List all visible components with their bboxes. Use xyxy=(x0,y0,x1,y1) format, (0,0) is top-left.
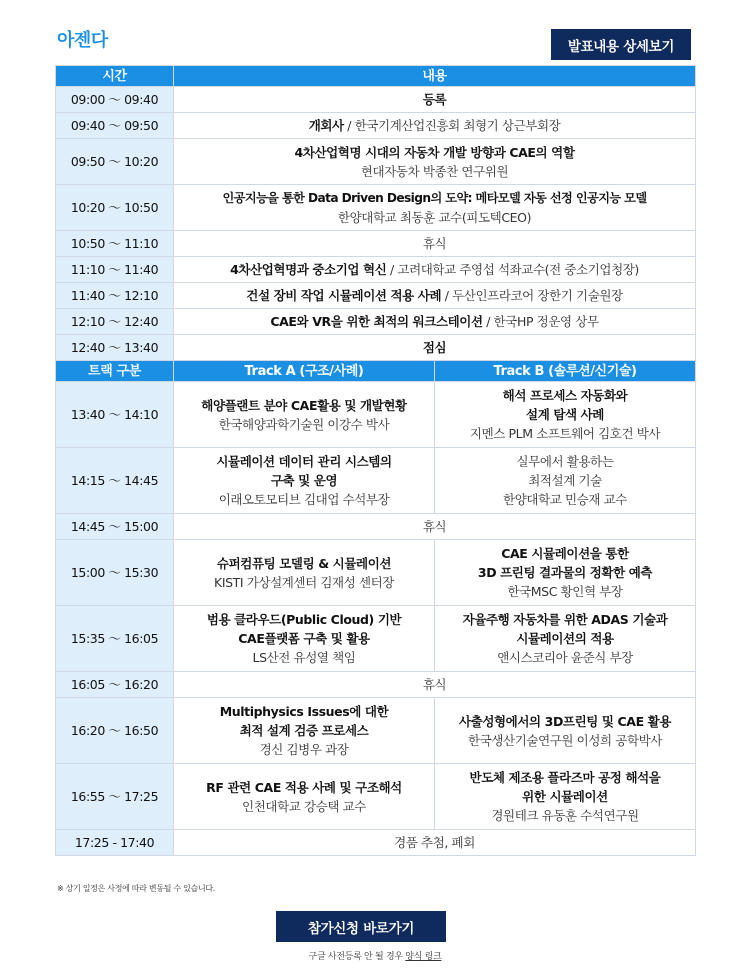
track-row xyxy=(56,540,696,606)
track-a-header: Track A (구조/사례) xyxy=(174,361,435,382)
session-time: 12:40 ～ 13:40 xyxy=(56,335,174,361)
session-speaker: 한국HP 정운영 상무 xyxy=(493,314,599,329)
session-time: 11:10 ～ 11:40 xyxy=(56,257,174,283)
session-speaker: 두산인프라코어 장한기 기술원장 xyxy=(452,288,623,303)
track-b-speaker: 한국MSC 황인혁 부장 xyxy=(507,584,623,599)
track-b-title-line2: 시뮬레이션의 적용 xyxy=(516,631,614,646)
track-time: 16:55 ～ 17:25 xyxy=(56,764,174,830)
session-title: CAE와 VR을 위한 최적의 워크스테이션 xyxy=(270,314,483,329)
track-row xyxy=(56,382,696,448)
session-time: 10:20 ～ 10:50 xyxy=(56,185,174,231)
track-b-title-line1: 반도체 제조용 플라즈마 공정 해석을 xyxy=(469,770,661,785)
track-time: 14:15 ～ 14:45 xyxy=(56,448,174,514)
session-time: 12:10 ～ 12:40 xyxy=(56,309,174,335)
track-a-speaker: 경신 김병우 과장 xyxy=(259,742,349,757)
track-a-speaker: KISTI 가상설계센터 김재성 센터장 xyxy=(214,574,394,590)
break-label: 휴식 xyxy=(174,514,696,540)
track-b-title-line2: 3D 프린팅 결과물의 정확한 예측 xyxy=(477,565,653,580)
session-row xyxy=(56,185,696,231)
session-title: 개회사 xyxy=(308,118,344,133)
session-speaker: 한국기계산업진흥회 최형기 상근부회장 xyxy=(354,118,561,133)
track-b-title-line2: 위한 시뮬레이션 xyxy=(522,789,608,804)
session-content xyxy=(174,231,696,257)
session-speaker: 한양대학교 최동훈 교수(피도텍CEO) xyxy=(337,209,532,225)
session-row xyxy=(56,113,696,139)
separator: / xyxy=(482,314,494,329)
track-row xyxy=(56,698,696,764)
track-b-speaker: 지멘스 PLM 소프트웨어 김호건 박사 xyxy=(469,426,661,441)
track-row xyxy=(56,606,696,672)
form-link[interactable]: 양식 링크 xyxy=(405,952,442,962)
track-a-speaker: LS산전 유성열 책임 xyxy=(252,650,356,665)
track-a-cell xyxy=(174,698,435,764)
session-row xyxy=(56,231,696,257)
fallback-label: 구글 사전등록 안 될 경우 xyxy=(308,952,406,962)
track-b-cell xyxy=(435,698,696,764)
track-b-cell xyxy=(435,382,696,448)
session-title: 점심 xyxy=(422,340,447,355)
session-row xyxy=(56,257,696,283)
track-b-title-line1: 실무에서 활용하는 xyxy=(516,454,614,469)
session-speaker: 고려대학교 주영섭 석좌교수(전 중소기업청장) xyxy=(397,262,639,277)
session-content xyxy=(174,113,696,139)
track-time: 17:25 - 17:40 xyxy=(56,830,174,856)
track-b-title-line2: 최적설계 기술 xyxy=(528,473,602,488)
session-row xyxy=(56,87,696,113)
break-row xyxy=(56,672,696,698)
closing-label: 경품 추첨, 폐회 xyxy=(174,830,696,856)
track-a-cell xyxy=(174,540,435,606)
session-title: 등록 xyxy=(422,92,447,107)
session-title: 인공지능을 통한 Data Driven Design의 도약: 메타모델 자동 선정 인공지능 모델 xyxy=(222,190,647,205)
closing-row xyxy=(56,830,696,856)
session-content xyxy=(174,257,696,283)
session-title: 4차산업혁명과 중소기업 혁신 xyxy=(230,262,387,277)
session-speaker: 현대자동차 박종찬 연구위원 xyxy=(360,163,509,179)
track-b-title-line1: 자율주행 자동차를 위한 ADAS 기술과 xyxy=(462,612,668,627)
session-content xyxy=(174,309,696,335)
session-title: 건설 장비 작업 시뮬레이션 적용 사례 xyxy=(246,288,442,303)
track-header-row xyxy=(56,361,696,382)
session-content xyxy=(174,87,696,113)
separator: / xyxy=(441,288,453,303)
session-title: 휴식 xyxy=(422,236,447,251)
session-time: 10:50 ～ 11:10 xyxy=(56,231,174,257)
page-title: 아젠다 xyxy=(57,30,108,51)
track-time: 15:00 ～ 15:30 xyxy=(56,540,174,606)
session-time: 11:40 ～ 12:10 xyxy=(56,283,174,309)
session-time: 09:00 ～ 09:40 xyxy=(56,87,174,113)
track-a-title-line1: 범용 클라우드(Public Cloud) 기반 xyxy=(206,612,402,627)
session-content xyxy=(174,335,696,361)
track-a-title: RF 관련 CAE 적용 사례 및 구조해석 xyxy=(206,779,402,795)
session-time: 09:50 ～ 10:20 xyxy=(56,139,174,185)
track-a-title: 슈퍼컴퓨팅 모델링 & 시뮬레이션 xyxy=(216,555,392,571)
track-header-label: 트랙 구분 xyxy=(56,361,174,382)
break-row xyxy=(56,514,696,540)
track-time: 15:35 ～ 16:05 xyxy=(56,606,174,672)
header-content: 내용 xyxy=(174,66,696,87)
break-label: 휴식 xyxy=(174,672,696,698)
session-row xyxy=(56,283,696,309)
fallback-text xyxy=(0,949,750,962)
track-a-cell xyxy=(174,382,435,448)
apply-button[interactable]: 참가신청 바로가기 xyxy=(276,911,446,942)
track-b-title-line2: 설계 탐색 사례 xyxy=(526,407,604,422)
agenda-table xyxy=(55,65,696,856)
separator: / xyxy=(386,262,398,277)
session-row xyxy=(56,335,696,361)
detail-button[interactable]: 발표내용 상세보기 xyxy=(551,29,691,60)
track-time: 14:45 ～ 15:00 xyxy=(56,514,174,540)
track-a-speaker: 한국해양과학기술원 이강수 박사 xyxy=(218,416,390,432)
track-row xyxy=(56,764,696,830)
track-a-title-line1: Multiphysics Issues에 대한 xyxy=(219,704,389,719)
session-row xyxy=(56,139,696,185)
track-a-title-line1: 시뮬레이션 데이터 관리 시스템의 xyxy=(216,454,392,469)
track-time: 13:40 ～ 14:10 xyxy=(56,382,174,448)
track-a-cell xyxy=(174,448,435,514)
track-b-title-line1: CAE 시뮬레이션을 통한 xyxy=(501,546,629,561)
track-b-header: Track B (솔루션/신기술) xyxy=(435,361,696,382)
track-b-cell xyxy=(435,540,696,606)
track-time: 16:20 ～ 16:50 xyxy=(56,698,174,764)
track-a-title: 해양플랜트 분야 CAE활용 및 개발현황 xyxy=(201,397,407,413)
track-time: 16:05 ～ 16:20 xyxy=(56,672,174,698)
schedule-note: ※ 상기 일정은 사정에 따라 변동될 수 있습니다. xyxy=(57,884,216,893)
track-b-speaker: 한양대학교 민승재 교수 xyxy=(503,492,627,507)
track-a-title-line2: 구축 및 운영 xyxy=(270,473,338,488)
track-a-title-line2: 최적 설계 검증 프로세스 xyxy=(239,723,369,738)
separator: / xyxy=(343,118,355,133)
track-a-cell xyxy=(174,606,435,672)
session-title: 4차산업혁명 시대의 자동차 개발 방향과 CAE의 역할 xyxy=(294,144,575,160)
table-header-row xyxy=(56,66,696,87)
track-a-cell xyxy=(174,764,435,830)
session-time: 09:40 ～ 09:50 xyxy=(56,113,174,139)
track-row xyxy=(56,448,696,514)
track-b-speaker: 경원테크 유동훈 수석연구원 xyxy=(491,808,639,823)
track-b-speaker: 한국생산기술연구원 이성희 공학박사 xyxy=(468,732,662,748)
session-content xyxy=(174,283,696,309)
track-a-title-line2: CAE플랫폼 구축 및 활용 xyxy=(238,631,370,646)
track-a-speaker: 이래오토모티브 김대업 수석부장 xyxy=(218,492,390,507)
session-content xyxy=(174,139,696,185)
track-a-speaker: 인천대학교 강승택 교수 xyxy=(242,798,366,814)
track-b-title: 사출성형에서의 3D프린팅 및 CAE 활용 xyxy=(458,713,672,729)
track-b-title-line1: 해석 프로세스 자동화와 xyxy=(502,388,628,403)
track-b-cell xyxy=(435,448,696,514)
header-time: 시간 xyxy=(56,66,174,87)
track-b-speaker: 앤시스코리아 윤준식 부장 xyxy=(497,650,633,665)
session-row xyxy=(56,309,696,335)
session-content xyxy=(174,185,696,231)
track-b-cell xyxy=(435,764,696,830)
track-b-cell xyxy=(435,606,696,672)
